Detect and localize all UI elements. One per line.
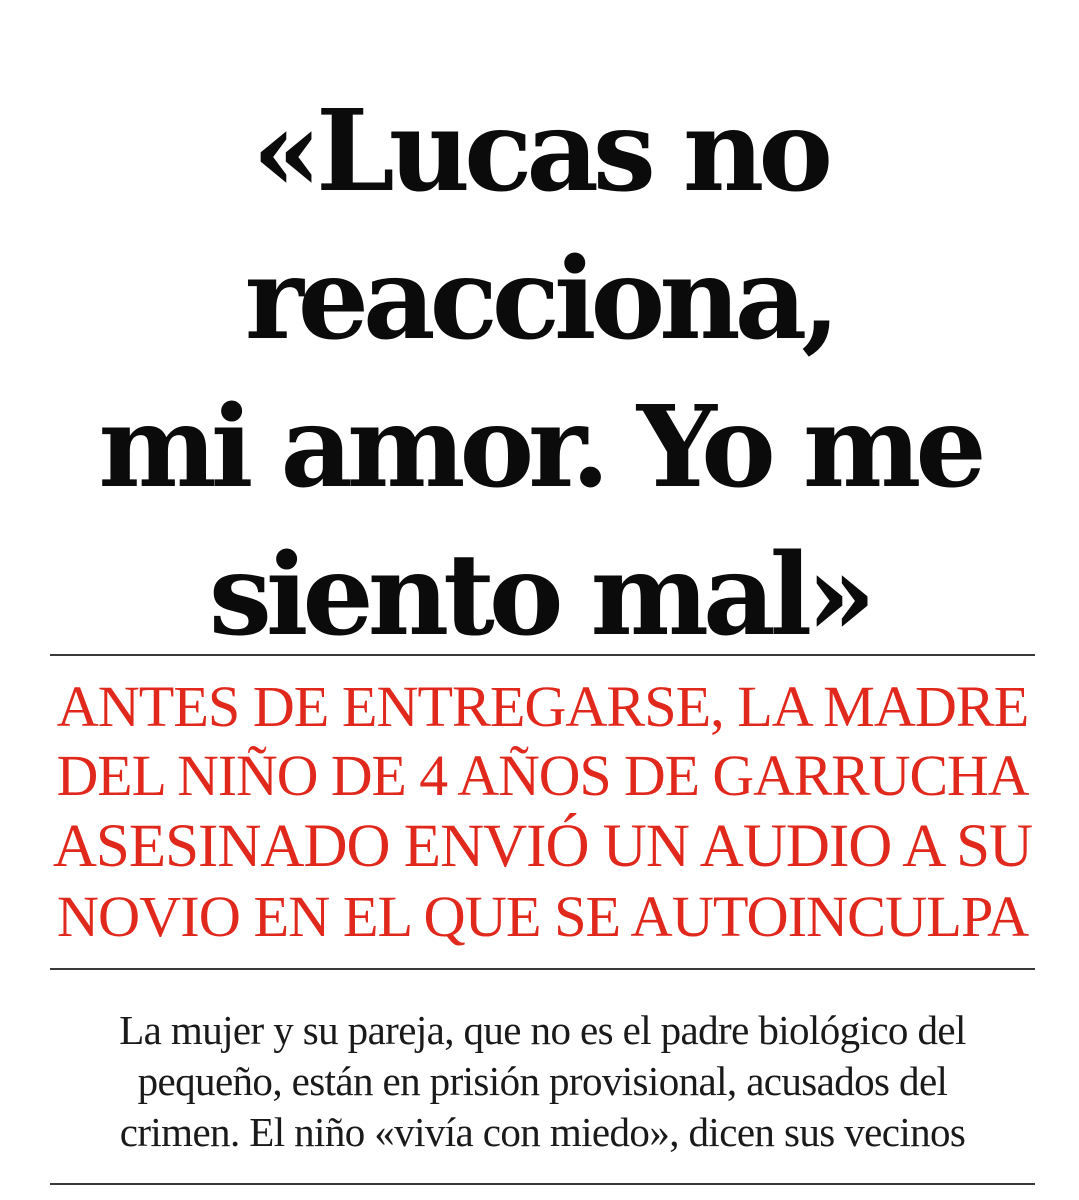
subheadline-line: DEL NIÑO DE 4 AÑOS DE GARRUCHA <box>56 745 1029 808</box>
summary-line: La mujer y su pareja, que no es el padre biológico del <box>119 1007 966 1053</box>
summary-line: pequeño, están en prisión provisional, acusados del <box>137 1058 948 1104</box>
divider-bottom <box>50 1183 1035 1185</box>
subheadline-line: NOVIO EN EL QUE SE AUTOINCULPA <box>56 884 1029 949</box>
subheadline-line: ANTES DE ENTREGARSE, LA MADRE <box>56 674 1029 739</box>
divider-top <box>50 654 1035 656</box>
headline <box>52 78 1027 670</box>
subheadline-line: ASESINADO ENVIÓ UN AUDIO A SU <box>52 813 1033 880</box>
summary-text <box>46 1005 1039 1158</box>
subheadline <box>46 672 1039 952</box>
summary-line: crimen. El niño «vivía con miedo», dicen sus vecinos <box>119 1109 966 1155</box>
headline-line: mi amor. Yo me <box>98 382 981 513</box>
headline-line: «Lucas no <box>251 86 828 217</box>
headline-line: reacciona, <box>244 234 835 365</box>
headline-line: siento mal» <box>208 530 871 661</box>
divider-middle <box>50 968 1035 970</box>
